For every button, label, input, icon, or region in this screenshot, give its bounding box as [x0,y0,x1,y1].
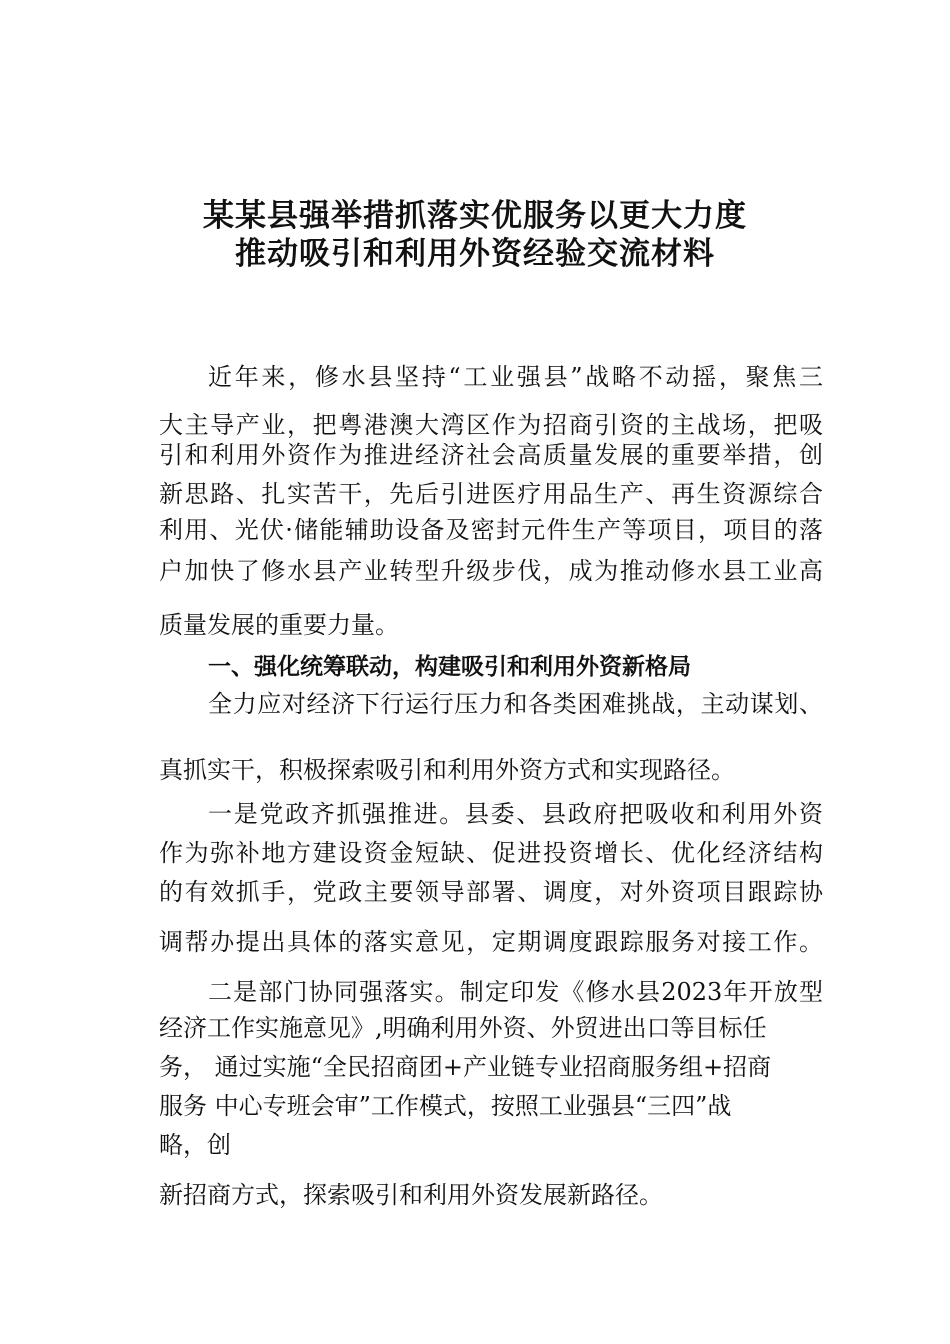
item1-line-1: 一是党政齐抓强推进。县委、县政府把吸收和利用外资 [208,800,823,828]
item2-line-6: 新招商方式，探索吸引和利用外资发展新路径。 [159,1181,663,1209]
section1-line-1: 全力应对经济下行运行压力和各类困难挑战，主动谋划、 [208,690,823,718]
intro-line-2: 大主导产业，把粤港澳大湾区作为招商引资的主战场，把吸 [159,411,823,439]
item1-line-4: 调帮办提出具体的落实意见，定期调度跟踪服务对接工作。 [159,928,823,956]
item2-line-3: 务， 通过实施“全民招商团+产业链专业招商服务组+招商 [159,1053,772,1081]
document-title-line-1: 某某县强举措抓落实优服务以更大力度 [203,198,747,234]
intro-line-6: 户加快了修水县产业转型升级步伐，成为推动修水县工业高 [159,557,823,585]
item2-line-4: 服务 中心专班会审”工作模式，按照工业强县“三四”战 [159,1092,732,1120]
intro-line-4: 新思路、扎实苦干，先后引进医疗用品生产、再生资源综合 [159,480,823,508]
section1-line-2: 真抓实干，积极探索吸引和利用外资方式和实现路径。 [159,756,735,784]
item2-line-1: 二是部门协同强落实。制定印发《修水县2023年开放型 [208,978,823,1006]
item1-line-3: 的有效抓手，党政主要领导部署、调度，对外资项目跟踪协 [159,878,823,906]
intro-line-3: 引和利用外资作为推进经济社会高质量发展的重要举措，创 [159,441,823,469]
document-title-line-2: 推动吸引和利用外资经验交流材料 [235,236,715,272]
intro-line-1: 近年来，修水县坚持“工业强县”战略不动摇，聚焦三 [208,363,823,391]
section-heading-1: 一、强化统筹联动，构建吸引和利用外资新格局 [208,654,691,680]
item2-line-5: 略，创 [159,1131,231,1159]
intro-line-7: 质量发展的重要力量。 [159,611,399,639]
item2-line-2: 经济工作实施意见》,明确利用外资、外贸进出口等目标任 [159,1014,767,1042]
intro-line-5: 利用、光伏·储能辅助设备及密封元件生产等项目，项目的落 [159,516,823,544]
item1-line-2: 作为弥补地方建设资金短缺、促进投资增长、优化经济结构 [159,839,823,867]
